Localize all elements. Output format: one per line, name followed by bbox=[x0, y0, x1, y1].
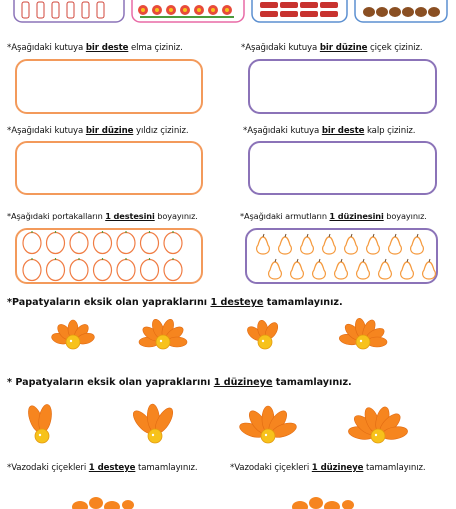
pear-item[interactable] bbox=[357, 259, 370, 279]
daisy-center-dot bbox=[160, 340, 162, 342]
pear-item[interactable] bbox=[411, 234, 424, 254]
pear-item[interactable] bbox=[389, 234, 402, 254]
pear-item[interactable] bbox=[257, 234, 270, 254]
pear-item[interactable] bbox=[313, 259, 326, 279]
q9-keyword: 1 desteye bbox=[88, 463, 136, 473]
q4-text-end: kalp çiziniz. bbox=[364, 126, 416, 136]
q9-text-end: tamamlayınız. bbox=[135, 463, 198, 473]
pear-item[interactable] bbox=[401, 259, 414, 279]
flower-row-box bbox=[132, 0, 244, 22]
q5-text-end: boyayınız. bbox=[154, 211, 198, 221]
q3-draw-box[interactable] bbox=[15, 141, 203, 195]
q7-keyword: 1 desteye bbox=[210, 297, 264, 308]
q3-keyword: bir düzine bbox=[85, 126, 134, 136]
q10-instruction bbox=[230, 463, 426, 473]
daisy-row-1 bbox=[0, 314, 456, 364]
daisy-flower[interactable] bbox=[238, 406, 298, 443]
pear-item[interactable] bbox=[279, 234, 292, 254]
top-picture-strip bbox=[0, 0, 456, 28]
q1-draw-box[interactable] bbox=[15, 59, 203, 114]
daisy-flower[interactable] bbox=[139, 318, 187, 349]
pear-item[interactable] bbox=[291, 259, 304, 279]
q3-instruction bbox=[7, 126, 189, 136]
vase-box bbox=[14, 0, 124, 22]
q4-draw-box[interactable] bbox=[248, 141, 437, 195]
q4-text: *Aşağıdaki kutuya bbox=[243, 126, 322, 136]
daisy-center bbox=[156, 335, 170, 349]
daisy-row-2 bbox=[0, 394, 456, 454]
orange-item[interactable] bbox=[164, 231, 182, 254]
pears-group bbox=[245, 228, 445, 288]
daisy-center-dot bbox=[375, 434, 377, 436]
q10-text: *Vazodaki çiçekleri bbox=[230, 463, 312, 473]
q8-text-end: tamamlayınız. bbox=[272, 377, 352, 388]
q7-text-end: tamamlayınız. bbox=[263, 297, 343, 308]
daisy-center-dot bbox=[265, 434, 267, 436]
q4-keyword: bir deste bbox=[321, 126, 365, 136]
q5-text: *Aşağıdaki portakalların bbox=[7, 211, 106, 221]
q8-text: * Papatyaların eksik olan yapraklarını bbox=[7, 377, 214, 388]
q2-instruction bbox=[241, 43, 423, 53]
q3-text-end: yıldız çiziniz. bbox=[133, 126, 189, 136]
daisy-flower[interactable] bbox=[347, 405, 408, 443]
pear-item[interactable] bbox=[323, 234, 336, 254]
acorn-row-box bbox=[355, 0, 447, 22]
q2-text-end: çiçek çiziniz. bbox=[367, 43, 423, 53]
daisy-center bbox=[356, 335, 370, 349]
orange-item[interactable] bbox=[117, 258, 135, 281]
orange-item[interactable] bbox=[23, 231, 41, 254]
q1-instruction bbox=[7, 43, 183, 53]
daisy-center-dot bbox=[39, 434, 41, 436]
q10-text-end: tamamlayınız. bbox=[363, 463, 426, 473]
orange-item[interactable] bbox=[117, 231, 135, 254]
daisy-center bbox=[66, 335, 80, 349]
q1-text-end: elma çiziniz. bbox=[128, 43, 183, 53]
q3-text: *Aşağıdaki kutuya bbox=[7, 126, 86, 136]
daisy-flower[interactable] bbox=[338, 317, 387, 349]
vase-flower-left bbox=[72, 497, 134, 509]
q8-keyword: 1 düzineye bbox=[213, 377, 273, 388]
q1-keyword: bir deste bbox=[85, 43, 129, 53]
daisy-center bbox=[258, 335, 272, 349]
pear-item[interactable] bbox=[367, 234, 380, 254]
orange-item[interactable] bbox=[94, 258, 112, 281]
orange-item[interactable] bbox=[47, 231, 65, 254]
q9-instruction bbox=[7, 463, 198, 473]
q2-keyword: bir düzine bbox=[319, 43, 368, 53]
orange-item[interactable] bbox=[141, 258, 159, 281]
oranges-group bbox=[15, 228, 215, 288]
orange-item[interactable] bbox=[141, 231, 159, 254]
q2-text: *Aşağıdaki kutuya bbox=[241, 43, 320, 53]
daisy-flower[interactable] bbox=[25, 403, 53, 443]
q2-draw-box[interactable] bbox=[248, 59, 437, 114]
orange-item[interactable] bbox=[164, 258, 182, 281]
orange-item[interactable] bbox=[70, 231, 88, 254]
daisy-center-dot bbox=[152, 434, 154, 436]
daisy-flower[interactable] bbox=[50, 320, 95, 349]
q5-instruction bbox=[7, 211, 198, 221]
daisy-center bbox=[261, 429, 275, 443]
q6-instruction bbox=[240, 211, 427, 221]
daisy-center bbox=[148, 429, 162, 443]
battery-row-box bbox=[252, 0, 347, 22]
vase-flowers-bottom bbox=[0, 493, 456, 509]
pear-item[interactable] bbox=[379, 259, 392, 279]
q7-instruction bbox=[7, 297, 343, 308]
q6-text-end: boyayınız. bbox=[383, 211, 427, 221]
orange-item[interactable] bbox=[70, 258, 88, 281]
q5-keyword: 1 destesini bbox=[105, 211, 155, 221]
daisy-center-dot bbox=[262, 340, 264, 342]
pear-item[interactable] bbox=[269, 259, 282, 279]
pear-item[interactable] bbox=[335, 259, 348, 279]
q6-text: *Aşağıdaki armutların bbox=[240, 211, 330, 221]
pear-item[interactable] bbox=[301, 234, 314, 254]
q8-instruction bbox=[7, 377, 352, 388]
orange-item[interactable] bbox=[23, 258, 41, 281]
q9-text: *Vazodaki çiçekleri bbox=[7, 463, 89, 473]
pear-item[interactable] bbox=[345, 234, 358, 254]
orange-item[interactable] bbox=[94, 231, 112, 254]
daisy-flower[interactable] bbox=[245, 319, 280, 349]
q4-instruction bbox=[243, 126, 415, 136]
daisy-center bbox=[35, 429, 49, 443]
q7-text: *Papatyaların eksik olan yapraklarını bbox=[7, 297, 211, 308]
pear-item[interactable] bbox=[423, 259, 436, 279]
q1-text: *Aşağıdaki kutuya bbox=[7, 43, 86, 53]
q10-keyword: 1 düzineye bbox=[311, 463, 364, 473]
daisy-flower[interactable] bbox=[130, 404, 176, 443]
vase-flower-right bbox=[292, 497, 354, 509]
q6-keyword: 1 düzinesini bbox=[329, 211, 384, 221]
orange-item[interactable] bbox=[47, 258, 65, 281]
daisy-center-dot bbox=[360, 340, 362, 342]
daisy-center bbox=[371, 429, 385, 443]
daisy-center-dot bbox=[70, 340, 72, 342]
